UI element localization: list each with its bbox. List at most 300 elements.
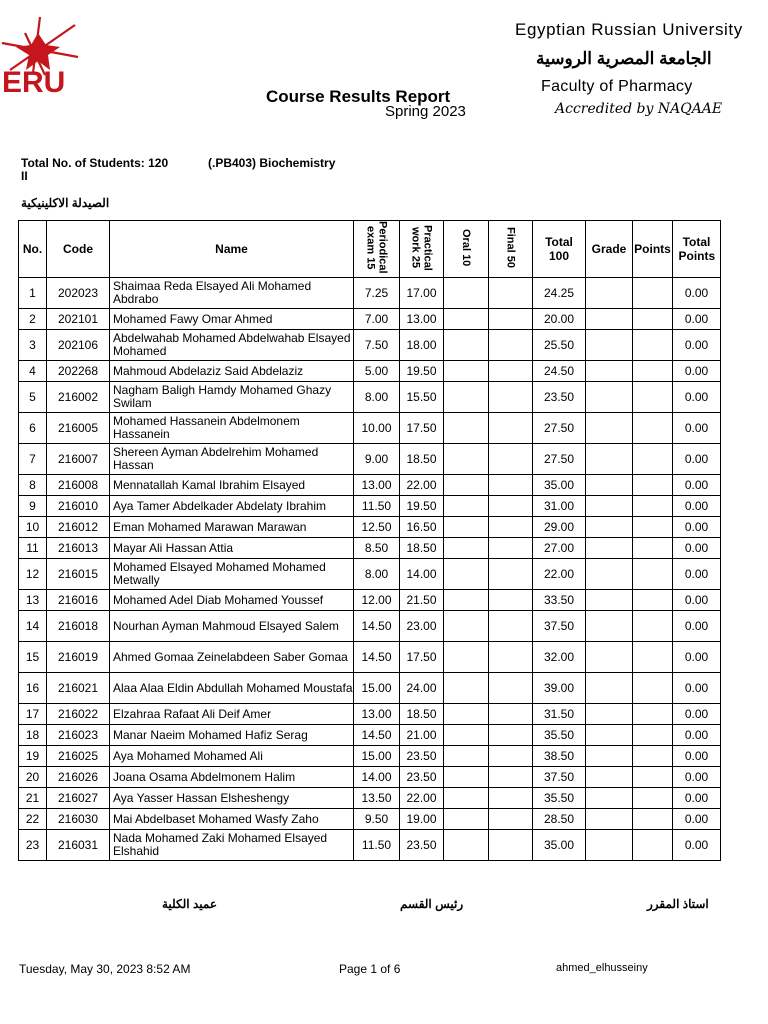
table-row [19,704,721,725]
cell-final [489,382,533,413]
cell-points [633,475,673,496]
cell-practical: 23.00 [400,611,444,642]
cell-practical: 17.50 [400,413,444,444]
cell-oral [444,809,489,830]
cell-total-points: 0.00 [673,382,721,413]
cell-total-points: 0.00 [673,746,721,767]
cell-grade [586,330,633,361]
cell-periodical: 11.50 [354,496,400,517]
cell-no: 4 [19,361,47,382]
cell-grade [586,673,633,704]
cell-practical: 19.50 [400,361,444,382]
cell-oral [444,704,489,725]
cell-practical: 16.50 [400,517,444,538]
cell-no: 12 [19,559,47,590]
cell-periodical: 13.50 [354,788,400,809]
cell-practical: 17.00 [400,278,444,309]
cell-points [633,704,673,725]
cell-total: 27.00 [533,538,586,559]
cell-name: Mohamed Elsayed Mohamed Mohamed Metwally [110,559,354,590]
cell-total-points: 0.00 [673,444,721,475]
cell-total-points: 0.00 [673,767,721,788]
cell-oral [444,746,489,767]
header-no: No. [19,221,47,278]
cell-periodical: 13.00 [354,475,400,496]
total-students: Total No. of Students: 120 [21,156,169,170]
cell-grade [586,704,633,725]
cell-no: 8 [19,475,47,496]
header-periodical-label: Periodical exam 15 [364,221,389,274]
cell-total: 28.50 [533,809,586,830]
cell-total-points: 0.00 [673,413,721,444]
cell-final [489,746,533,767]
cell-name: Mahmoud Abdelaziz Said Abdelaziz [110,361,354,382]
cell-grade [586,278,633,309]
cell-code: 216002 [47,382,110,413]
table-row [19,309,721,330]
cell-points [633,382,673,413]
faculty-name: Faculty of Pharmacy [541,78,693,95]
header-name: Name [110,221,354,278]
cell-periodical: 15.00 [354,746,400,767]
cell-name: Aya Yasser Hassan Elsheshengy [110,788,354,809]
eru-logo [0,15,85,95]
cell-practical: 23.50 [400,767,444,788]
cell-code: 216005 [47,413,110,444]
cell-points [633,590,673,611]
report-title: Course Results Report [266,87,451,106]
cell-grade [586,830,633,861]
cell-total-points: 0.00 [673,611,721,642]
cell-final [489,788,533,809]
cell-grade [586,788,633,809]
cell-name: Elzahraa Rafaat Ali Deif Amer [110,704,354,725]
cell-final [489,475,533,496]
header-total-points [673,221,721,278]
cell-code: 216021 [47,673,110,704]
cell-code: 202023 [47,278,110,309]
cell-code: 216019 [47,642,110,673]
cell-periodical: 15.00 [354,673,400,704]
cell-no: 23 [19,830,47,861]
cell-practical: 21.50 [400,590,444,611]
cell-code: 216031 [47,830,110,861]
cell-points [633,788,673,809]
cell-code: 216015 [47,559,110,590]
svg-text:ERU: ERU [2,66,66,95]
cell-name: Eman Mohamed Marawan Marawan [110,517,354,538]
cell-periodical: 12.00 [354,590,400,611]
table-row [19,559,721,590]
cell-name: Nagham Baligh Hamdy Mohamed Ghazy Swilam [110,382,354,413]
cell-no: 6 [19,413,47,444]
cell-practical: 15.50 [400,382,444,413]
header-final-label: Final 50 [504,227,517,268]
cell-name: Shereen Ayman Abdelrehim Mohamed Hassan [110,444,354,475]
cell-total: 35.50 [533,725,586,746]
cell-oral [444,475,489,496]
cell-practical: 23.50 [400,830,444,861]
cell-total: 39.00 [533,673,586,704]
cell-final [489,704,533,725]
cell-name: Aya Mohamed Mohamed Ali [110,746,354,767]
cell-total-points: 0.00 [673,538,721,559]
table-row [19,496,721,517]
cell-total: 25.50 [533,330,586,361]
table-row [19,788,721,809]
header-total-label: Total 100 [545,235,573,263]
cell-grade [586,361,633,382]
cell-grade [586,413,633,444]
cell-total-points: 0.00 [673,517,721,538]
cell-grade [586,309,633,330]
report-term: Spring 2023 [385,103,466,120]
table-header-row [19,221,721,278]
cell-total: 38.50 [533,746,586,767]
cell-grade [586,444,633,475]
table-row [19,746,721,767]
cell-oral [444,642,489,673]
course-name-continued: II [21,169,28,183]
table-row [19,382,721,413]
cell-code: 216013 [47,538,110,559]
cell-total: 22.00 [533,559,586,590]
cell-total: 29.00 [533,517,586,538]
cell-points [633,309,673,330]
cell-final [489,309,533,330]
cell-no: 19 [19,746,47,767]
table-row [19,809,721,830]
table-row [19,611,721,642]
cell-practical: 18.00 [400,330,444,361]
cell-total-points: 0.00 [673,725,721,746]
cell-oral [444,361,489,382]
cell-total-points: 0.00 [673,809,721,830]
cell-points [633,361,673,382]
cell-oral [444,611,489,642]
cell-periodical: 10.00 [354,413,400,444]
cell-name: Abdelwahab Mohamed Abdelwahab Elsayed Mohamed [110,330,354,361]
cell-no: 17 [19,704,47,725]
cell-oral [444,673,489,704]
header-points: Points [633,221,673,278]
cell-points [633,559,673,590]
table-row [19,413,721,444]
cell-practical: 14.00 [400,559,444,590]
cell-grade [586,496,633,517]
table-row [19,361,721,382]
user-name: ahmed_elhusseiny [556,962,648,974]
cell-practical: 22.00 [400,475,444,496]
cell-no: 15 [19,642,47,673]
table-row [19,590,721,611]
table-row [19,725,721,746]
table-row [19,673,721,704]
cell-grade [586,538,633,559]
cell-points [633,538,673,559]
cell-final [489,538,533,559]
cell-total: 35.00 [533,475,586,496]
cell-total: 24.50 [533,361,586,382]
cell-code: 202268 [47,361,110,382]
cell-total-points: 0.00 [673,788,721,809]
cell-final [489,642,533,673]
cell-name: Nada Mohamed Zaki Mohamed Elsayed Elshahid [110,830,354,861]
cell-points [633,278,673,309]
page-number: Page 1 of 6 [339,962,401,976]
cell-name: Aya Tamer Abdelkader Abdelaty Ibrahim [110,496,354,517]
cell-grade [586,809,633,830]
cell-periodical: 9.50 [354,809,400,830]
cell-total-points: 0.00 [673,673,721,704]
cell-periodical: 8.00 [354,382,400,413]
cell-no: 21 [19,788,47,809]
cell-code: 216022 [47,704,110,725]
header-total [533,221,586,278]
cell-final [489,559,533,590]
cell-code: 216026 [47,767,110,788]
cell-no: 5 [19,382,47,413]
cell-no: 20 [19,767,47,788]
cell-final [489,278,533,309]
cell-practical: 18.50 [400,444,444,475]
cell-no: 2 [19,309,47,330]
cell-total: 32.00 [533,642,586,673]
cell-grade [586,642,633,673]
cell-no: 7 [19,444,47,475]
table-row [19,330,721,361]
cell-oral [444,559,489,590]
cell-grade [586,725,633,746]
cell-oral [444,538,489,559]
cell-periodical: 8.00 [354,559,400,590]
cell-name: Mohamed Adel Diab Mohamed Youssef [110,590,354,611]
cell-final [489,444,533,475]
cell-grade [586,611,633,642]
cell-practical: 17.50 [400,642,444,673]
table-row [19,642,721,673]
cell-no: 11 [19,538,47,559]
cell-total: 23.50 [533,382,586,413]
cell-total-points: 0.00 [673,590,721,611]
cell-no: 3 [19,330,47,361]
cell-periodical: 14.00 [354,767,400,788]
cell-name: Nourhan Ayman Mahmoud Elsayed Salem [110,611,354,642]
cell-no: 13 [19,590,47,611]
header-practical [400,221,444,278]
cell-total-points: 0.00 [673,278,721,309]
cell-periodical: 7.50 [354,330,400,361]
cell-total: 37.50 [533,767,586,788]
cell-code: 216012 [47,517,110,538]
cell-oral [444,496,489,517]
cell-final [489,611,533,642]
cell-oral [444,590,489,611]
cell-name: Mohamed Hassanein Abdelmonem Hassanein [110,413,354,444]
cell-grade [586,746,633,767]
cell-total-points: 0.00 [673,475,721,496]
cell-total: 27.50 [533,413,586,444]
cell-final [489,413,533,444]
cell-points [633,767,673,788]
cell-oral [444,517,489,538]
cell-code: 202106 [47,330,110,361]
cell-periodical: 11.50 [354,830,400,861]
cell-total-points: 0.00 [673,309,721,330]
department-name: الصيدلة الاكلينيكية [21,196,110,210]
cell-practical: 18.50 [400,704,444,725]
cell-no: 22 [19,809,47,830]
cell-code: 216007 [47,444,110,475]
cell-periodical: 5.00 [354,361,400,382]
header-oral-label: Oral 10 [460,228,472,267]
cell-practical: 18.50 [400,538,444,559]
cell-points [633,809,673,830]
cell-total: 27.50 [533,444,586,475]
cell-code: 216016 [47,590,110,611]
cell-points [633,725,673,746]
cell-practical: 22.00 [400,788,444,809]
cell-final [489,809,533,830]
cell-oral [444,413,489,444]
cell-practical: 24.00 [400,673,444,704]
university-name-en: Egyptian Russian University [515,20,743,39]
cell-name: Joana Osama Abdelmonem Halim [110,767,354,788]
cell-name: Mai Abdelbaset Mohamed Wasfy Zaho [110,809,354,830]
cell-final [489,767,533,788]
table-row [19,444,721,475]
university-name-ar: الجامعة المصرية الروسية [536,49,712,68]
cell-grade [586,767,633,788]
cell-oral [444,788,489,809]
cell-grade [586,559,633,590]
cell-practical: 13.00 [400,309,444,330]
cell-points [633,517,673,538]
cell-name: Alaa Alaa Eldin Abdullah Mohamed Moustafa [110,673,354,704]
cell-oral [444,278,489,309]
cell-no: 16 [19,673,47,704]
cell-oral [444,382,489,413]
table-row [19,830,721,861]
cell-grade [586,475,633,496]
cell-name: Mayar Ali Hassan Attia [110,538,354,559]
cell-periodical: 7.25 [354,278,400,309]
cell-points [633,611,673,642]
cell-code: 202101 [47,309,110,330]
cell-code: 216008 [47,475,110,496]
cell-oral [444,330,489,361]
cell-total-points: 0.00 [673,361,721,382]
cell-final [489,517,533,538]
cell-final [489,673,533,704]
cell-no: 14 [19,611,47,642]
course-name: (.PB403) Biochemistry [208,156,336,170]
header-practical-label: Practical work 25 [409,224,434,271]
cell-total: 35.50 [533,788,586,809]
cell-periodical: 12.50 [354,517,400,538]
cell-code: 216010 [47,496,110,517]
cell-no: 18 [19,725,47,746]
cell-points [633,413,673,444]
cell-final [489,330,533,361]
cell-total-points: 0.00 [673,559,721,590]
header-periodical [354,221,400,278]
cell-periodical: 8.50 [354,538,400,559]
cell-no: 10 [19,517,47,538]
cell-oral [444,309,489,330]
cell-total-points: 0.00 [673,830,721,861]
cell-oral [444,444,489,475]
print-date: Tuesday, May 30, 2023 8:52 AM [19,962,191,976]
cell-total: 31.50 [533,704,586,725]
dean-signature-label: عميد الكلية [162,897,217,911]
cell-total: 24.25 [533,278,586,309]
cell-periodical: 7.00 [354,309,400,330]
cell-practical: 19.50 [400,496,444,517]
header-oral [444,221,489,278]
cell-grade [586,382,633,413]
course-professor-signature-label: استاذ المقرر [647,897,709,911]
cell-practical: 21.00 [400,725,444,746]
cell-points [633,642,673,673]
header-final [489,221,533,278]
cell-no: 9 [19,496,47,517]
cell-final [489,496,533,517]
cell-name: Ahmed Gomaa Zeinelabdeen Saber Gomaa [110,642,354,673]
cell-code: 216027 [47,788,110,809]
cell-oral [444,830,489,861]
cell-grade [586,590,633,611]
cell-points [633,496,673,517]
cell-code: 216025 [47,746,110,767]
cell-name: Shaimaa Reda Elsayed Ali Mohamed Abdrabo [110,278,354,309]
cell-total-points: 0.00 [673,496,721,517]
table-row [19,475,721,496]
department-head-signature-label: رئيس القسم [400,897,464,911]
table-row [19,767,721,788]
cell-total-points: 0.00 [673,330,721,361]
cell-oral [444,725,489,746]
cell-no: 1 [19,278,47,309]
cell-points [633,330,673,361]
cell-name: Manar Naeim Mohamed Hafiz Serag [110,725,354,746]
cell-grade [586,517,633,538]
cell-code: 216023 [47,725,110,746]
results-table-body [19,278,721,861]
cell-practical: 23.50 [400,746,444,767]
cell-name: Mohamed Fawy Omar Ahmed [110,309,354,330]
cell-final [489,590,533,611]
cell-total-points: 0.00 [673,642,721,673]
cell-periodical: 14.50 [354,611,400,642]
cell-total: 31.00 [533,496,586,517]
cell-total: 20.00 [533,309,586,330]
cell-periodical: 14.50 [354,642,400,673]
cell-code: 216030 [47,809,110,830]
accreditation-text: Accredited by NAQAAE [555,101,723,117]
cell-final [489,361,533,382]
cell-final [489,725,533,746]
table-row [19,517,721,538]
table-row [19,278,721,309]
cell-points [633,444,673,475]
cell-oral [444,767,489,788]
cell-periodical: 13.00 [354,704,400,725]
cell-total: 37.50 [533,611,586,642]
cell-points [633,830,673,861]
results-table [18,220,721,861]
header-code: Code [47,221,110,278]
